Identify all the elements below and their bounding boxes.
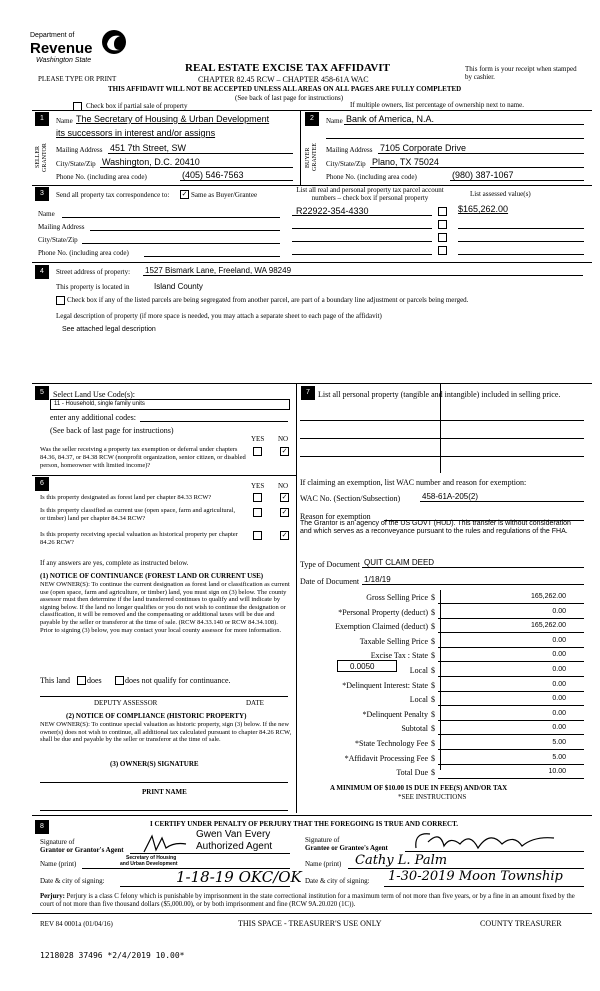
please-type: PLEASE TYPE OR PRINT <box>38 75 117 83</box>
forest-q1: Is this property designated as forest land per chapter 84.33 RCW? <box>40 494 212 501</box>
section-5-badge: 5 <box>35 386 49 400</box>
grantor-sig-label-1: Signature of <box>40 838 75 846</box>
calc-row-dollar: $ <box>431 593 435 602</box>
calc-row-value[interactable]: 5.00 <box>552 739 566 746</box>
calc-row-label: Taxable Selling Price <box>359 636 428 646</box>
parcel-header: List all real and personal property tax parcel account numbers – check box if personal property <box>296 186 444 202</box>
treasurer-space: THIS SPACE - TREASURER'S USE ONLY <box>238 919 382 928</box>
this-land: This land <box>40 676 70 685</box>
segregated-checkbox[interactable] <box>56 296 65 305</box>
buyer-name-label: Name <box>326 117 343 125</box>
reason-value[interactable]: The Grantor is an agency of the US GOVT (HUD). This transfer is without consideration and which serves as a reconveyance pursuant to the rules and regulations of the FHA. <box>300 520 571 535</box>
buyer-address[interactable]: 7105 Corporate Drive <box>380 143 467 153</box>
street-label: Street address of property: <box>56 268 131 276</box>
calc-row-label: *Personal Property (deduct) <box>338 607 428 617</box>
legal-desc-label: Legal description of property (if more space is needed, you may attach a separate sheet to each page of the affidavit) <box>56 312 382 320</box>
see-back: (See back of last page for instructions) <box>235 94 344 102</box>
grantor-name-2[interactable]: and Urban Development <box>120 861 178 867</box>
calc-row-label: Total Due <box>396 768 428 778</box>
forest-q1-no[interactable]: ✓ <box>281 493 288 501</box>
parcel-personal-checkbox-3[interactable] <box>438 233 447 242</box>
calc-row <box>300 681 584 693</box>
calc-row-dollar: $ <box>431 666 435 675</box>
calc-row-label: Excise Tax : State <box>370 651 428 661</box>
seller-address-label: Mailing Address <box>56 146 103 154</box>
land-use-label: Select Land Use Code(s): <box>53 390 135 399</box>
land-does-not-label: does not qualify for continuance. <box>125 676 231 685</box>
section-8-badge: 8 <box>35 820 49 834</box>
warning: THIS AFFIDAVIT WILL NOT BE ACCEPTED UNLESS ALL AREAS ON ALL PAGES ARE FULLY COMPLETED <box>108 85 462 93</box>
value-1[interactable]: $165,262.00 <box>458 204 509 214</box>
forest-q2: Is this property classified as current use (open space, farm and agricultural, or timber) land per chapter 84.34 RCW? <box>40 507 236 522</box>
dept-line2: Revenue <box>30 40 93 57</box>
corr-address-label: Mailing Address <box>38 223 85 231</box>
calc-row-label: *Affidavit Processing Fee <box>344 753 428 763</box>
exemption-no-checkbox[interactable]: ✓ <box>281 447 288 455</box>
same-as-buyer-label: Same as Buyer/Grantee <box>191 191 258 199</box>
forest-q3-yes[interactable] <box>253 531 262 540</box>
doc-type-value[interactable]: QUIT CLAIM DEED <box>364 558 435 567</box>
parcel-personal-checkbox-2[interactable] <box>438 220 447 229</box>
forest-q3-no[interactable]: ✓ <box>281 531 288 539</box>
calc-row-value[interactable]: 0.00 <box>552 680 566 688</box>
calc-row-dollar: $ <box>431 651 435 661</box>
land-use-code-box[interactable] <box>50 399 290 410</box>
personal-property-text: List all personal property (tangible and intangible) included in selling price. <box>318 390 561 399</box>
land-use-code: 11 - Household, single family units <box>54 401 145 407</box>
calc-row-label: Local <box>409 695 428 705</box>
local-rate: 0.0050 <box>350 662 375 671</box>
wac-value[interactable]: 458-61A-205(2) <box>422 492 479 501</box>
value-header: List assessed value(s) <box>470 190 531 198</box>
calc-row-dollar: $ <box>431 739 435 748</box>
calc-row-value[interactable]: 0.00 <box>552 724 566 732</box>
multiple-owners: If multiple owners, list percentage of ownership next to name. <box>350 101 524 109</box>
grantor-signer-title: Authorized Agent <box>196 841 273 852</box>
calc-row-value[interactable]: 0.00 <box>552 709 566 717</box>
calc-row <box>300 768 584 780</box>
parcel-personal-checkbox-4[interactable] <box>438 246 447 255</box>
calc-row-value[interactable]: 0.00 <box>552 651 566 659</box>
partial-sale-label: Check box if partial sale of property <box>86 102 188 110</box>
calc-row <box>300 724 584 736</box>
notice2-title: (2) NOTICE OF COMPLIANCE (HISTORIC PROPERTY) <box>66 712 247 720</box>
land-use-see-back: (See back of last page for instructions) <box>50 426 174 435</box>
yes-header-5: YES <box>251 435 265 443</box>
no-header-5: NO <box>278 435 289 443</box>
chapters: CHAPTER 82.45 RCW – CHAPTER 458-61A WAC <box>198 75 369 84</box>
calc-row-label: *Delinquent Penalty <box>362 709 428 719</box>
calc-row-label: Gross Selling Price <box>366 593 428 602</box>
county-treasurer: COUNTY TREASURER <box>480 919 562 928</box>
grantee-sig-label-2: Grantee or Grantee's Agent <box>305 844 388 852</box>
exemption-yes-checkbox[interactable] <box>253 447 262 456</box>
calc-row-dollar: $ <box>431 695 435 705</box>
buyer-phone-label: Phone No. (including area code) <box>326 173 417 181</box>
calc-row-dollar: $ <box>431 768 435 778</box>
calc-row-dollar: $ <box>431 724 435 734</box>
street-value[interactable]: 1527 Bismark Lane, Freeland, WA 98249 <box>145 266 292 275</box>
calc-row-dollar: $ <box>431 636 435 646</box>
form-title: REAL ESTATE EXCISE TAX AFFIDAVIT <box>185 62 390 74</box>
buyer-name[interactable]: Bank of America, N.A. <box>346 114 435 124</box>
land-does-label: does <box>87 676 102 685</box>
buyer-address-label: Mailing Address <box>326 146 373 154</box>
section-4-badge: 4 <box>35 265 49 279</box>
calc-row <box>300 695 584 707</box>
notice2-body: NEW OWNER(S): To continue special valuation as historic property, sign (3) below. If the new owner(s) does not wish to continue, all additional tax calculated pursuant to chapter 84.26 RCW, shall be due and payable by the seller or transferor at the time of sale. <box>40 721 292 744</box>
corr-name-label: Name <box>38 210 55 218</box>
calc-row-value[interactable]: 10.00 <box>548 768 566 776</box>
notice1-title: (1) NOTICE OF CONTINUANCE (FOREST LAND OR CURRENT USE) <box>40 572 264 580</box>
wac-label: WAC No. (Section/Subsection) <box>300 494 401 503</box>
deputy-date: DATE <box>246 699 264 707</box>
calc-row-value[interactable]: 0.00 <box>552 666 566 673</box>
grantee-date-label: Date & city of signing: <box>305 877 370 885</box>
seller-city[interactable]: Washington, D.C. 20410 <box>102 157 200 167</box>
perjury-text <box>40 893 585 909</box>
corr-phone-label: Phone No. (including area code) <box>38 249 129 257</box>
calc-row-label: *State Technology Fee <box>354 739 428 748</box>
grantee-name[interactable]: Cathy L. Palm <box>355 853 448 868</box>
section-6-badge: 6 <box>35 477 49 491</box>
forest-q3: Is this property receiving special valuation as historical property per chapter 84.26 RCW? <box>40 531 238 546</box>
calc-row <box>300 637 584 649</box>
calc-row-label: *Delinquent Interest: State <box>342 680 428 690</box>
calc-row-dollar: $ <box>431 680 435 690</box>
dept-line1: Department of <box>30 32 75 39</box>
section-2-badge: 2 <box>305 112 319 126</box>
forest-q1-yes[interactable] <box>253 493 262 502</box>
legal-desc-value[interactable]: See attached legal description <box>62 326 156 333</box>
dept-line3: Washington State <box>36 57 92 64</box>
minimum-due: A MINIMUM OF $10.00 IS DUE IN FEE(S) AND/OR TAX <box>330 784 508 792</box>
doc-date-value[interactable]: 1/18/19 <box>364 575 391 584</box>
grantee-sig-label-1: Signature of <box>305 836 340 844</box>
located-label: This property is located in <box>56 283 130 291</box>
section-7-badge: 7 <box>301 386 315 400</box>
calc-row <box>300 754 584 766</box>
grantor-date[interactable]: 1-18-19 OKC/OK <box>176 868 302 886</box>
owner-signature: (3) OWNER(S) SIGNATURE <box>110 760 199 768</box>
rev-number: REV 84 0001a (01/04/16) <box>40 920 113 928</box>
notice1-body: NEW OWNER(S): To continue the current designation as forest land or classification as current use (open space, farm and agriculture, or timber) land, you must sign on (3) below. The county assessor must then determine if the land transferred continues to qualify and will indicate by signing below. If the land no longer qualifies or you do not wish to continue the designation or classification, it will be removed and the compensating or additional taxes will be due and payable by the seller or transferor at the time of sale. (RCW 84.33.140 or RCW 84.34.108). Prior to signing (3) below, you may contact your local county assessor for more information. <box>40 581 290 634</box>
yes-header-6: YES <box>251 482 265 490</box>
dor-swirl-icon <box>100 28 128 56</box>
seller-phone-label: Phone No. (including area code) <box>56 173 147 181</box>
calc-row-label: Subtotal <box>401 724 428 734</box>
segregated-label: Check box if any of the listed parcels are being segregated from another parcel, are part of a boundary line adjustment or parcels being merged. <box>67 296 469 304</box>
no-header-6: NO <box>278 482 289 490</box>
calc-row <box>300 608 584 620</box>
grantor-name-label: Name (print) <box>40 860 77 868</box>
same-as-buyer-checkbox[interactable]: ✓ <box>181 190 188 198</box>
grantor-sig-label-2: Grantor or Grantor's Agent <box>40 846 124 854</box>
county-value[interactable]: Island County <box>154 282 203 291</box>
buyer-side-label: BUYER GRANTEE <box>305 143 318 172</box>
perjury-label: Perjury: <box>40 893 65 900</box>
additional-codes: enter any additional codes: <box>50 413 136 422</box>
perjury-body: Perjury is a class C felony which is punishable by imprisonment in the state correctional institution for a maximum term of not more than five years, or by a fine in an amount fixed by the court of not more than five thousand dollars ($5,000.00), or by both imprisonment and fine (RCW 9A.20.020 (1C)). <box>40 893 575 908</box>
calc-row-dollar: $ <box>431 622 435 632</box>
buyer-city-label: City/State/Zip <box>326 160 366 168</box>
calc-row-value[interactable]: 165,262.00 <box>530 593 566 600</box>
buyer-city[interactable]: Plano, TX 75024 <box>372 157 439 167</box>
deputy-assessor: DEPUTY ASSESSOR <box>94 699 158 707</box>
reason-label: Reason for exemption <box>300 512 371 521</box>
calc-row <box>300 622 584 634</box>
local-rate-box[interactable] <box>337 660 397 672</box>
calc-row <box>300 593 584 605</box>
calc-row-dollar: $ <box>431 607 435 617</box>
receipt-note: This form is your receipt when stamped by cashier. <box>465 65 577 81</box>
calc-row-value[interactable]: 165,262.00 <box>530 622 566 630</box>
section-3-badge: 3 <box>35 187 49 201</box>
land-does-not-checkbox[interactable] <box>115 676 124 685</box>
seller-phone[interactable]: (405) 546-7563 <box>182 170 244 180</box>
parcel-1[interactable]: R22922-354-4330 <box>296 206 369 216</box>
calc-row-value[interactable]: 5.00 <box>552 753 566 761</box>
calc-row-dollar: $ <box>431 753 435 763</box>
land-does-checkbox[interactable] <box>77 676 86 685</box>
grantee-name-label: Name (print) <box>305 860 342 868</box>
calc-row-label: Exemption Claimed (deduct) <box>335 622 428 632</box>
corr-city-label: City/State/Zip <box>38 236 78 244</box>
calc-row-dollar: $ <box>431 709 435 719</box>
seller-side-label: SELLER GRANTOR <box>35 143 48 172</box>
forest-q2-yes[interactable] <box>253 508 262 517</box>
see-instructions: *SEE INSTRUCTIONS <box>398 793 467 801</box>
seller-name-label: Name <box>56 117 73 125</box>
calc-row-value[interactable]: 0.00 <box>552 607 566 615</box>
seller-city-label: City/State/Zip <box>56 160 96 168</box>
receipt-stamp: 1218028 37496 *2/4/2019 10.00* <box>40 951 185 960</box>
doc-type-label: Type of Document <box>300 560 360 569</box>
doc-date-label: Date of Document <box>300 577 360 586</box>
claim-exemption-label: If claiming an exemption, list WAC number and reason for exemption: <box>300 478 527 487</box>
parcel-personal-checkbox-1[interactable] <box>438 207 447 216</box>
calc-row-value[interactable]: 0.00 <box>552 636 566 644</box>
correspondence-text: Send all property tax correspondence to: <box>56 191 170 199</box>
buyer-phone[interactable]: (980) 387-1067 <box>452 170 514 180</box>
print-name: PRINT NAME <box>142 788 187 796</box>
calc-row-label: Local <box>409 666 428 675</box>
seller-address[interactable]: 451 7th Street, SW <box>110 143 187 153</box>
seller-name-2[interactable]: its successors in interest and/or assigns <box>56 128 216 138</box>
certify-text: I CERTIFY UNDER PENALTY OF PERJURY THAT THE FOREGOING IS TRUE AND CORRECT. <box>150 820 459 828</box>
seller-name-1[interactable]: The Secretary of Housing & Urban Development <box>76 114 270 124</box>
calc-row <box>300 739 584 751</box>
section-1-badge: 1 <box>35 112 49 126</box>
calc-row-value[interactable]: 0.00 <box>552 695 566 703</box>
forest-q2-no[interactable]: ✓ <box>281 508 288 516</box>
dor-logo <box>8 10 128 64</box>
exemption-question: Was the seller receiving a property tax exemption or deferral under chapters 84.36, 84.37, or 84.38 RCW (nonprofit organization, senior citizen, or disabled person, homeowner with limited income)? <box>40 446 246 469</box>
grantor-name-1[interactable]: Secretary of Housing <box>126 855 177 861</box>
grantor-date-label: Date & city of signing: <box>40 877 105 885</box>
grantor-signer: Gwen Van Every <box>196 829 271 840</box>
if-any: If any answers are yes, complete as instructed below. <box>40 559 189 567</box>
grantee-date[interactable]: 1-30-2019 Moon Township <box>388 869 563 884</box>
calc-row <box>300 710 584 722</box>
